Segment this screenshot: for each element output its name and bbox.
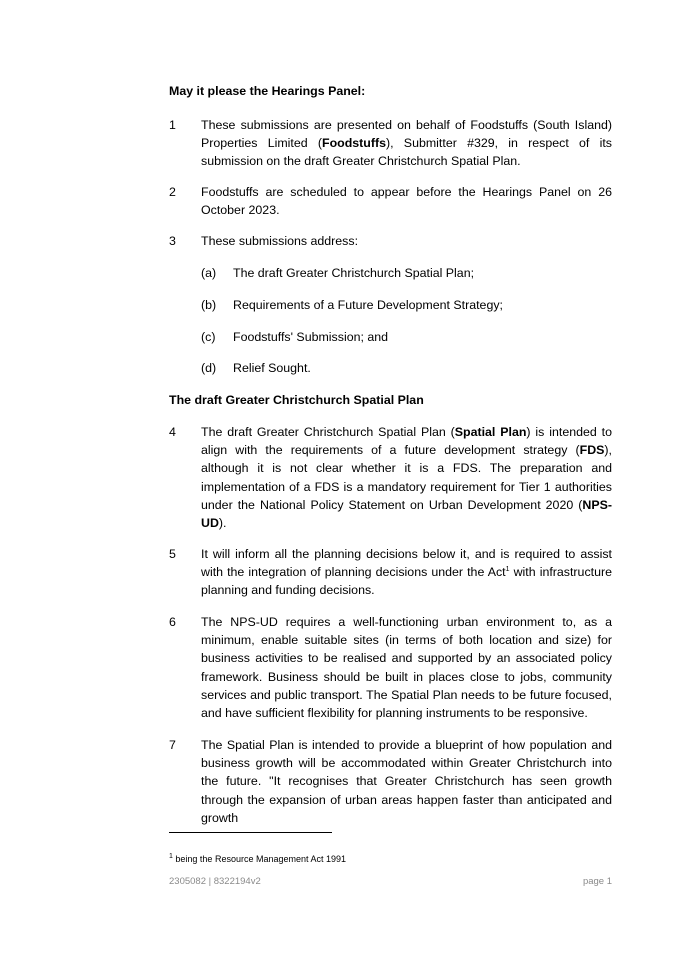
list-item-label: (d) <box>201 361 217 375</box>
defined-term: Foodstuffs <box>322 136 387 151</box>
paragraph-number: 5 <box>169 547 176 561</box>
footnote-separator <box>169 832 332 833</box>
paragraph-number: 3 <box>169 234 176 248</box>
paragraph-4 <box>169 423 612 532</box>
paragraph-text: The NPS-UD requires a well-functioning urban environment to, as a minimum, enable suitable sites (in terms of both location and size) for business activities to be realised and supported by an associated policy framework. Business should be built in places close to jobs, community services and public transport. The Spatial Plan needs to be future focused, and have sufficient flexibility for planning instruments to be responsive. <box>201 615 612 721</box>
paragraph-text: These submissions address: <box>201 234 359 248</box>
paragraph-text: Foodstuffs are scheduled to appear before the Hearings Panel on 26 October 2023. <box>201 185 612 218</box>
defined-term: FDS <box>579 443 605 458</box>
list-item-label: (b) <box>201 298 217 312</box>
document-reference: 2305082 | 8322194v2 <box>169 876 261 887</box>
paragraph-number: 1 <box>169 118 176 132</box>
paragraph-number: 2 <box>169 185 176 199</box>
footnote-reference[interactable]: 1 <box>505 566 510 574</box>
list-item-text: Requirements of a Future Development Strategy; <box>233 298 503 312</box>
defined-term: Spatial Plan <box>454 425 527 439</box>
footnote-number: 1 <box>169 853 173 860</box>
list-item <box>201 296 503 314</box>
paragraph-text: It will inform all the planning decisions below it, and is required to assist with the integration of planning decisions under the Act$^1$ with infrastructure planning and funding decisions. <box>201 547 612 598</box>
section-heading: The draft Greater Christchurch Spatial Plan <box>169 393 424 407</box>
paragraph-number: 4 <box>169 425 176 439</box>
list-item <box>201 328 388 346</box>
paragraph-3 <box>169 232 612 250</box>
list-item-text: Foodstuffs' Submission; and <box>233 330 389 344</box>
list-item-text: Relief Sought. <box>233 361 311 375</box>
paragraph-7 <box>169 736 612 827</box>
list-item-label: (c) <box>201 330 216 344</box>
paragraph-1 <box>169 116 612 171</box>
footnote <box>169 853 346 865</box>
intro-heading: May it please the Hearings Panel: <box>169 84 366 98</box>
paragraph-number: 7 <box>169 738 176 752</box>
list-item-text: The draft Greater Christchurch Spatial Plan; <box>233 266 475 280</box>
paragraph-5 <box>169 545 612 600</box>
paragraph-text: The draft Greater Christchurch Spatial Plan (Spatial Plan) is intended to align with the requirements of a future development strategy (FDS), although it is not clear whether it is a FDS. The preparation and implementation of a FDS is a mandatory requirement for Tier 1 authorities under the National Policy Statement on Urban Development 2020 (NPS-UD). <box>201 425 612 531</box>
list-item <box>201 264 474 282</box>
paragraph-6 <box>169 613 612 722</box>
paragraph-text: These submissions are presented on behalf of Foodstuffs (South Island) Properties Limited (Foodstuffs), Submitter #329, in respect of its submission on the draft Greater Christchurch Spatial Plan. <box>201 118 612 169</box>
paragraph-2 <box>169 183 612 219</box>
list-item-label: (a) <box>201 266 217 280</box>
paragraph-text: The Spatial Plan is intended to provide a blueprint of how population and business growth will be accommodated within Greater Christchurch into the future. "It recognises that Greater Christchurch has seen growth through the expansion of urban areas happen faster than anticipated and growth <box>201 738 612 825</box>
list-item <box>201 359 311 377</box>
defined-term: NPS-UD <box>201 497 612 531</box>
page-number: page 1 <box>582 876 612 887</box>
footnote-text: being the Resource Management Act 1991 <box>172 854 347 864</box>
paragraph-number: 6 <box>169 615 176 629</box>
